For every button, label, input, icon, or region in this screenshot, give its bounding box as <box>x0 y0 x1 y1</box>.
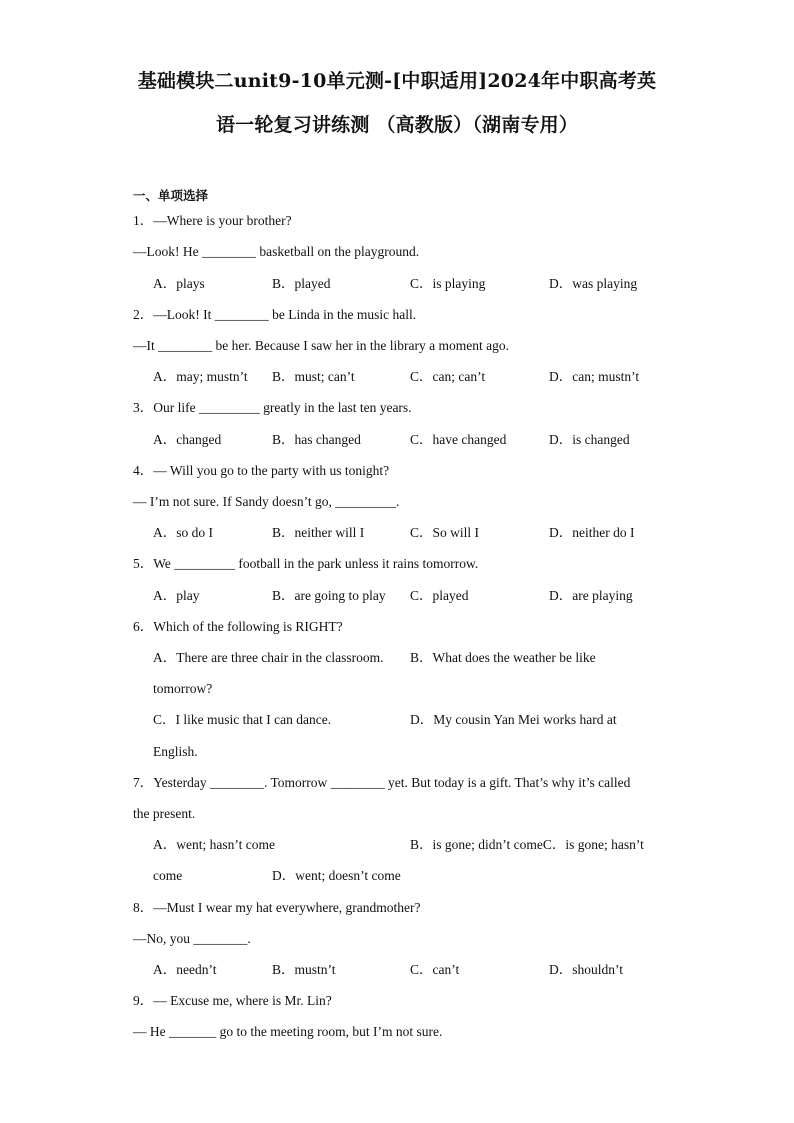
question-1-option-b: B．played <box>272 276 331 291</box>
question-7-option-c-continued: come <box>153 868 183 883</box>
question-7-stem: 7．Yesterday ________. Tomorrow ________ yet. But today is a gift. That’s why it’s called <box>133 775 631 790</box>
question-8-line-2: —No, you ________. <box>133 931 251 946</box>
question-6-option-d: D．My cousin Yan Mei works hard at <box>410 712 617 727</box>
question-3-option-c: C．have changed <box>410 432 507 447</box>
question-6-option-c: C．I like music that I can dance. <box>153 712 332 727</box>
section-heading: 一、单项选择 <box>133 188 209 203</box>
question-4-stem: 4．— Will you go to the party with us tonight? <box>133 463 390 478</box>
question-6-option-a: A．There are three chair in the classroom. <box>153 650 384 665</box>
question-1-option-a: A．plays <box>153 276 205 291</box>
question-5-option-c: C．played <box>410 588 469 603</box>
question-6-option-b: B．What does the weather be like <box>410 650 596 665</box>
question-1-option-d: D．was playing <box>549 276 638 291</box>
question-4-line-2: — I’m not sure. If Sandy doesn’t go, _________. <box>133 494 400 509</box>
question-5-option-b: B．are going to play <box>272 588 386 603</box>
question-9-stem: 9．— Excuse me, where is Mr. Lin? <box>133 993 332 1008</box>
question-9-line-2: — He _______ go to the meeting room, but I’m not sure. <box>133 1024 443 1039</box>
question-8-option-d: D．shouldn’t <box>549 962 624 977</box>
question-2-option-b: B．must; can’t <box>272 369 355 384</box>
question-8-option-b: B．mustn’t <box>272 962 336 977</box>
question-3-option-b: B．has changed <box>272 432 361 447</box>
question-3-option-d: D．is changed <box>549 432 630 447</box>
question-7-stem-continued: the present. <box>133 806 196 821</box>
question-6-stem: 6．Which of the following is RIGHT? <box>133 619 343 634</box>
question-5-stem: 5．We _________ football in the park unless it rains tomorrow. <box>133 556 479 571</box>
document-title-line-2: 语一轮复习讲练测 （高教版）（湖南专用） <box>215 114 579 136</box>
question-7-option-b-c: B．is gone; didn’t comeC．is gone; hasn’t <box>410 837 644 852</box>
question-4-option-a: A．so do I <box>153 525 213 540</box>
question-7-option-d: D．went; doesn’t come <box>272 868 401 883</box>
question-4-option-b: B．neither will I <box>272 525 365 540</box>
question-2-option-c: C．can; can’t <box>410 369 486 384</box>
question-1-option-c: C．is playing <box>410 276 486 291</box>
question-7-option-a: A．went; hasn’t come <box>153 837 275 852</box>
question-2-option-d: D．can; mustn’t <box>549 369 640 384</box>
question-8-stem: 8．—Must I wear my hat everywhere, grandmother? <box>133 900 421 915</box>
question-6-option-d-continued: English. <box>153 744 198 759</box>
question-1-line-2: —Look! He ________ basketball on the playground. <box>133 244 420 259</box>
question-2-line-2: —It ________ be her. Because I saw her in the library a moment ago. <box>133 338 510 353</box>
question-1-stem: 1．—Where is your brother? <box>133 213 292 228</box>
question-2-option-a: A．may; mustn’t <box>153 369 248 384</box>
document-title-line-1: 基础模块二unit9-10单元测-[中职适用]2024年中职高考英 <box>137 70 657 92</box>
question-8-option-a: A．needn’t <box>153 962 217 977</box>
question-4-option-c: C．So will I <box>410 525 480 540</box>
question-2-stem: 2．—Look! It ________ be Linda in the music hall. <box>133 307 417 322</box>
question-4-option-d: D．neither do I <box>549 525 635 540</box>
question-3-option-a: A．changed <box>153 432 222 447</box>
question-3-stem: 3．Our life _________ greatly in the last ten years. <box>133 400 412 415</box>
question-5-option-d: D．are playing <box>549 588 633 603</box>
question-8-option-c: C．can’t <box>410 962 460 977</box>
question-6-option-b-continued: tomorrow? <box>153 681 213 696</box>
question-5-option-a: A．play <box>153 588 200 603</box>
